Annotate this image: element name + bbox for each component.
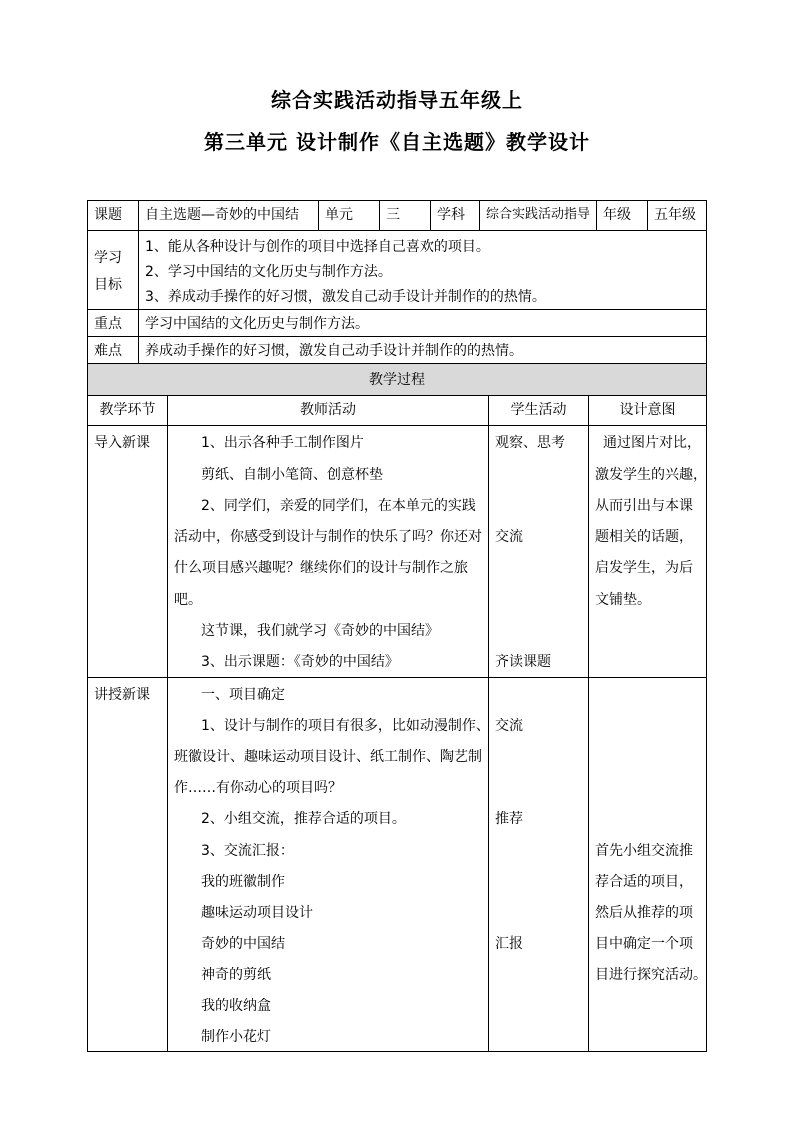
intent-line: 启发学生，为后 xyxy=(595,560,693,576)
document-title: 综合实践活动指导五年级上 xyxy=(271,88,523,112)
intent-line: 激发学生的兴趣， xyxy=(595,467,707,483)
document-subtitle: 第三单元 设计制作《自主选题》教学设计 xyxy=(204,130,590,154)
goals-label-line-1: 学习 xyxy=(94,250,122,266)
student-activity: 推荐 xyxy=(495,811,523,827)
teacher-line: 我的班徽制作 xyxy=(201,874,285,890)
teacher-line: 剪纸、自制小笔筒、创意杯垫 xyxy=(201,467,383,483)
teacher-line: 2、同学们，亲爱的同学们，在本单元的实践 xyxy=(201,498,476,514)
grade-label: 年级 xyxy=(596,200,648,231)
goal-item: 2、学习中国结的文化历史与制作方法。 xyxy=(145,264,392,280)
column-header-stage: 教学环节 xyxy=(87,395,168,426)
teacher-line: 什么项目感兴趣呢？继续你们的设计与制作之旅 xyxy=(174,560,468,576)
intro-stage-label: 导入新课 xyxy=(94,435,150,451)
column-header-intent: 设计意图 xyxy=(588,395,707,426)
teacher-line: 1、设计与制作的项目有很多，比如动漫制作、 xyxy=(201,718,490,734)
teacher-line: 1、出示各种手工制作图片 xyxy=(201,435,364,451)
teacher-line: 活动中，你感受到设计与制作的快乐了吗？你还对 xyxy=(174,529,482,545)
process-header: 教学过程 xyxy=(87,363,707,396)
lesson-label: 课题 xyxy=(87,200,139,231)
key-point-text: 学习中国结的文化历史与制作方法。 xyxy=(138,309,707,337)
intent-line: 题相关的话题， xyxy=(595,529,693,545)
teacher-line: 一、项目确定 xyxy=(201,687,285,703)
subject-label: 学科 xyxy=(430,200,480,231)
intent-line: 首先小组交流推 xyxy=(595,843,693,859)
lesson-value: 自主选题—奇妙的中国结 xyxy=(138,200,319,231)
teacher-line: 我的收纳盒 xyxy=(201,998,271,1014)
intent-line: 目进行探究活动。 xyxy=(595,967,707,983)
key-point-label: 重点 xyxy=(87,309,139,337)
teacher-line: 吧。 xyxy=(174,592,202,608)
teacher-line: 趣味运动项目设计 xyxy=(201,905,313,921)
intro-teacher-cell xyxy=(167,425,489,678)
goals-content-cell xyxy=(138,230,707,310)
unit-value: 三 xyxy=(379,200,431,231)
teacher-line: 奇妙的中国结 xyxy=(201,936,285,952)
goal-item: 1、能从各种设计与创作的项目中选择自己喜欢的项目。 xyxy=(145,239,490,255)
goals-label-cell xyxy=(87,230,139,310)
grade-value: 五年级 xyxy=(647,200,707,231)
intent-line: 文铺垫。 xyxy=(595,592,651,608)
intro-intent-cell xyxy=(588,425,707,678)
intent-line: 通过图片对比， xyxy=(603,435,701,451)
column-header-student: 学生活动 xyxy=(488,395,589,426)
column-header-teacher: 教师活动 xyxy=(167,395,489,426)
teach-stage-label: 讲授新课 xyxy=(94,687,150,703)
difficulty-label: 难点 xyxy=(87,336,139,364)
teacher-line: 这节课，我们就学习《奇妙的中国结》 xyxy=(201,623,439,639)
teacher-line: 作……有你动心的项目吗？ xyxy=(174,780,342,796)
teach-intent-cell xyxy=(588,677,707,1052)
unit-label: 单元 xyxy=(318,200,380,231)
teacher-line: 3、出示课题：《奇妙的中国结》 xyxy=(201,654,399,670)
student-activity: 汇报 xyxy=(495,936,523,952)
goals-label-line-2: 目标 xyxy=(94,277,122,293)
intro-student-cell xyxy=(488,425,589,678)
student-activity: 观察、思考 xyxy=(495,435,565,451)
subject-value: 综合实践活动指导 xyxy=(479,200,597,231)
intent-line: 目中确定一个项 xyxy=(595,936,693,952)
intro-stage-cell xyxy=(87,425,168,678)
intent-line: 荐合适的项目， xyxy=(595,874,693,890)
teacher-line: 班徽设计、趣味运动项目设计、纸工制作、陶艺制 xyxy=(174,749,482,765)
student-activity: 交流 xyxy=(495,529,523,545)
intent-line: 从而引出与本课 xyxy=(595,498,693,514)
teach-stage-cell xyxy=(87,677,168,1052)
goal-item: 3、养成动手操作的好习惯，激发自己动手设计并制作的的热情。 xyxy=(145,289,546,305)
teach-teacher-cell xyxy=(167,677,489,1052)
intent-line: 然后从推荐的项 xyxy=(595,905,693,921)
teacher-line: 2、小组交流，推荐合适的项目。 xyxy=(201,811,406,827)
student-activity: 交流 xyxy=(495,718,523,734)
difficulty-text: 养成动手操作的好习惯，激发自己动手设计并制作的的热情。 xyxy=(138,336,707,364)
teacher-line: 神奇的剪纸 xyxy=(201,967,271,983)
teacher-line: 制作小花灯 xyxy=(201,1029,271,1045)
teacher-line: 3、交流汇报： xyxy=(201,843,294,859)
teach-student-cell xyxy=(488,677,589,1052)
student-activity: 齐读课题 xyxy=(495,654,551,670)
